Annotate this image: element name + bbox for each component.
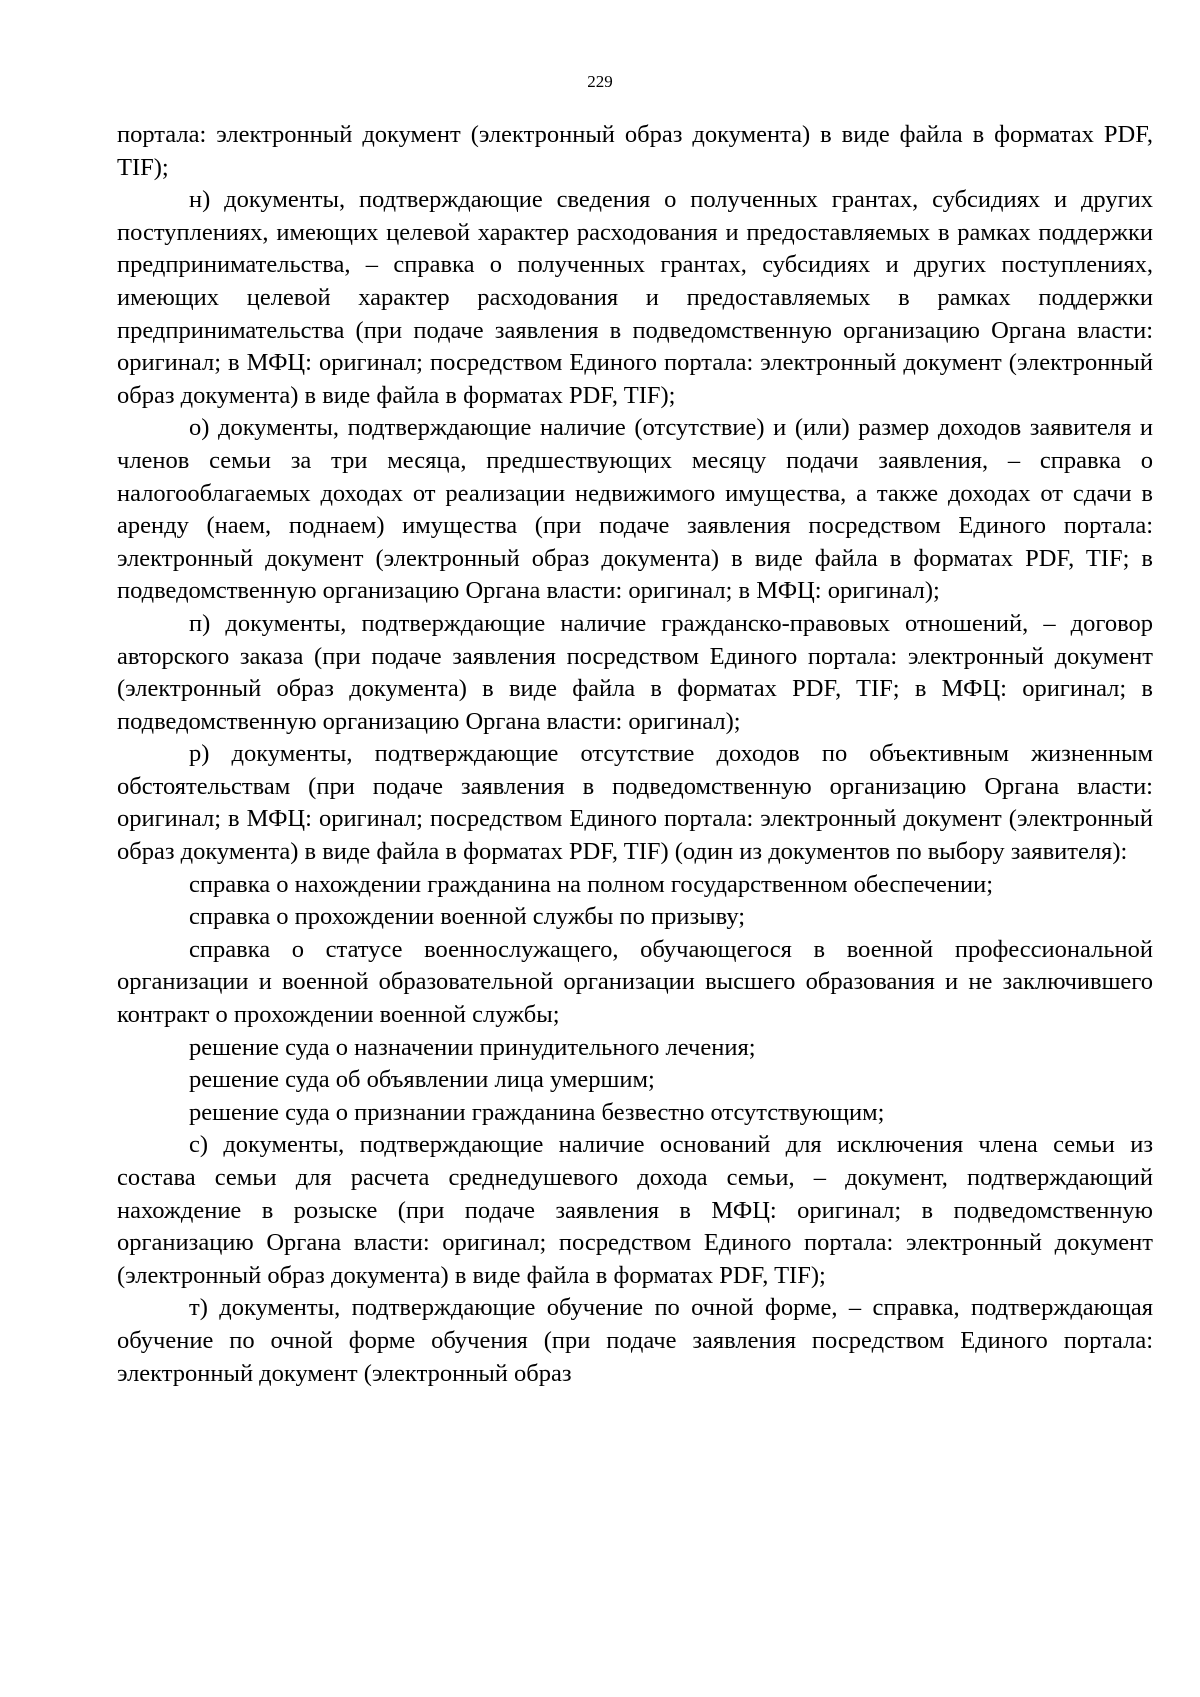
list-item-court-missing: решение суда о признании гражданина безвестно отсутствующим; (189, 1098, 885, 1126)
list-item-military-student: справка о статусе военнослужащего, обучающегося в военной профессиональной организации и военной образовательной организации высшего образования и не заключившего контракт о прохождении военной службы; (117, 935, 1153, 1029)
document-body (117, 119, 1153, 1390)
paragraph-item-t: т) документы, подтверждающие обучение по очной форме, – справка, подтверждающая обучение по очной форме обучения (при подаче заявления посредством Единого портала: электронный документ (электронный образ (117, 1294, 1153, 1387)
paragraph-item-s: с) документы, подтверждающие наличие оснований для исключения члена семьи из состава семьи для расчета среднедушевого дохода семьи, – документ, подтверждающий нахождение в розыске (при подаче заявления в МФЦ: оригинал; в подведомственную организацию Органа власти: оригинал; посредством Единого портала: электронный документ (электронный образ документа) в виде файла в форматах PDF, TIF); (117, 1131, 1153, 1289)
paragraph-continuation: портала: электронный документ (электронный образ документа) в виде файла в форматах PDF, TIF); (117, 121, 1153, 181)
list-item-court-treatment: решение суда о назначении принудительного лечения; (189, 1033, 756, 1061)
paragraph-item-n: н) документы, подтверждающие сведения о полученных грантах, субсидиях и других поступлениях, имеющих целевой характер расходования и предоставляемых в рамках поддержки предпринимательства, – справка о полученных грантах, субсидиях и других поступлениях, имеющих целевой характер расходования и предоставляемых в рамках поддержки предпринимательства (при подаче заявления в подведомственную организацию Органа власти: оригинал; в МФЦ: оригинал; посредством Единого портала: электронный документ (электронный образ документа) в виде файла в форматах PDF, TIF); (117, 186, 1153, 409)
page-number: 229 (587, 72, 613, 91)
paragraph-item-r: р) документы, подтверждающие отсутствие доходов по объективным жизненным обстоятельствам (при подаче заявления в подведомственную организацию Органа власти: оригинал; в МФЦ: оригинал; посредством Единого портала: электронный документ (электронный образ документа) в виде файла в форматах PDF, TIF) (один из документов по выбору заявителя): (117, 740, 1153, 866)
list-item-court-deceased: решение суда об объявлении лица умершим; (189, 1066, 655, 1094)
paragraph-item-o: о) документы, подтверждающие наличие (отсутствие) и (или) размер доходов заявителя и членов семьи за три месяца, предшествующих месяцу подачи заявления, – справка о налогооблагаемых доходах от реализации недвижимого имущества, а также доходах от сдачи в аренду (наем, поднаем) имущества (при подаче заявления посредством Единого портала: электронный документ (электронный образ документа) в виде файла в форматах PDF, TIF; в подведомственную организацию Органа власти: оригинал; в МФЦ: оригинал); (117, 414, 1153, 605)
list-item-military-service: справка о прохождении военной службы по призыву; (189, 903, 746, 931)
paragraph-item-p: п) документы, подтверждающие наличие гражданско-правовых отношений, – договор авторского заказа (при подаче заявления посредством Единого портала: электронный документ (электронный образ документа) в виде файла в форматах PDF, TIF; в МФЦ: оригинал; в подведомственную организацию Органа власти: оригинал); (117, 609, 1153, 735)
list-item-full-state-support: справка о нахождении гражданина на полном государственном обеспечении; (189, 870, 994, 898)
